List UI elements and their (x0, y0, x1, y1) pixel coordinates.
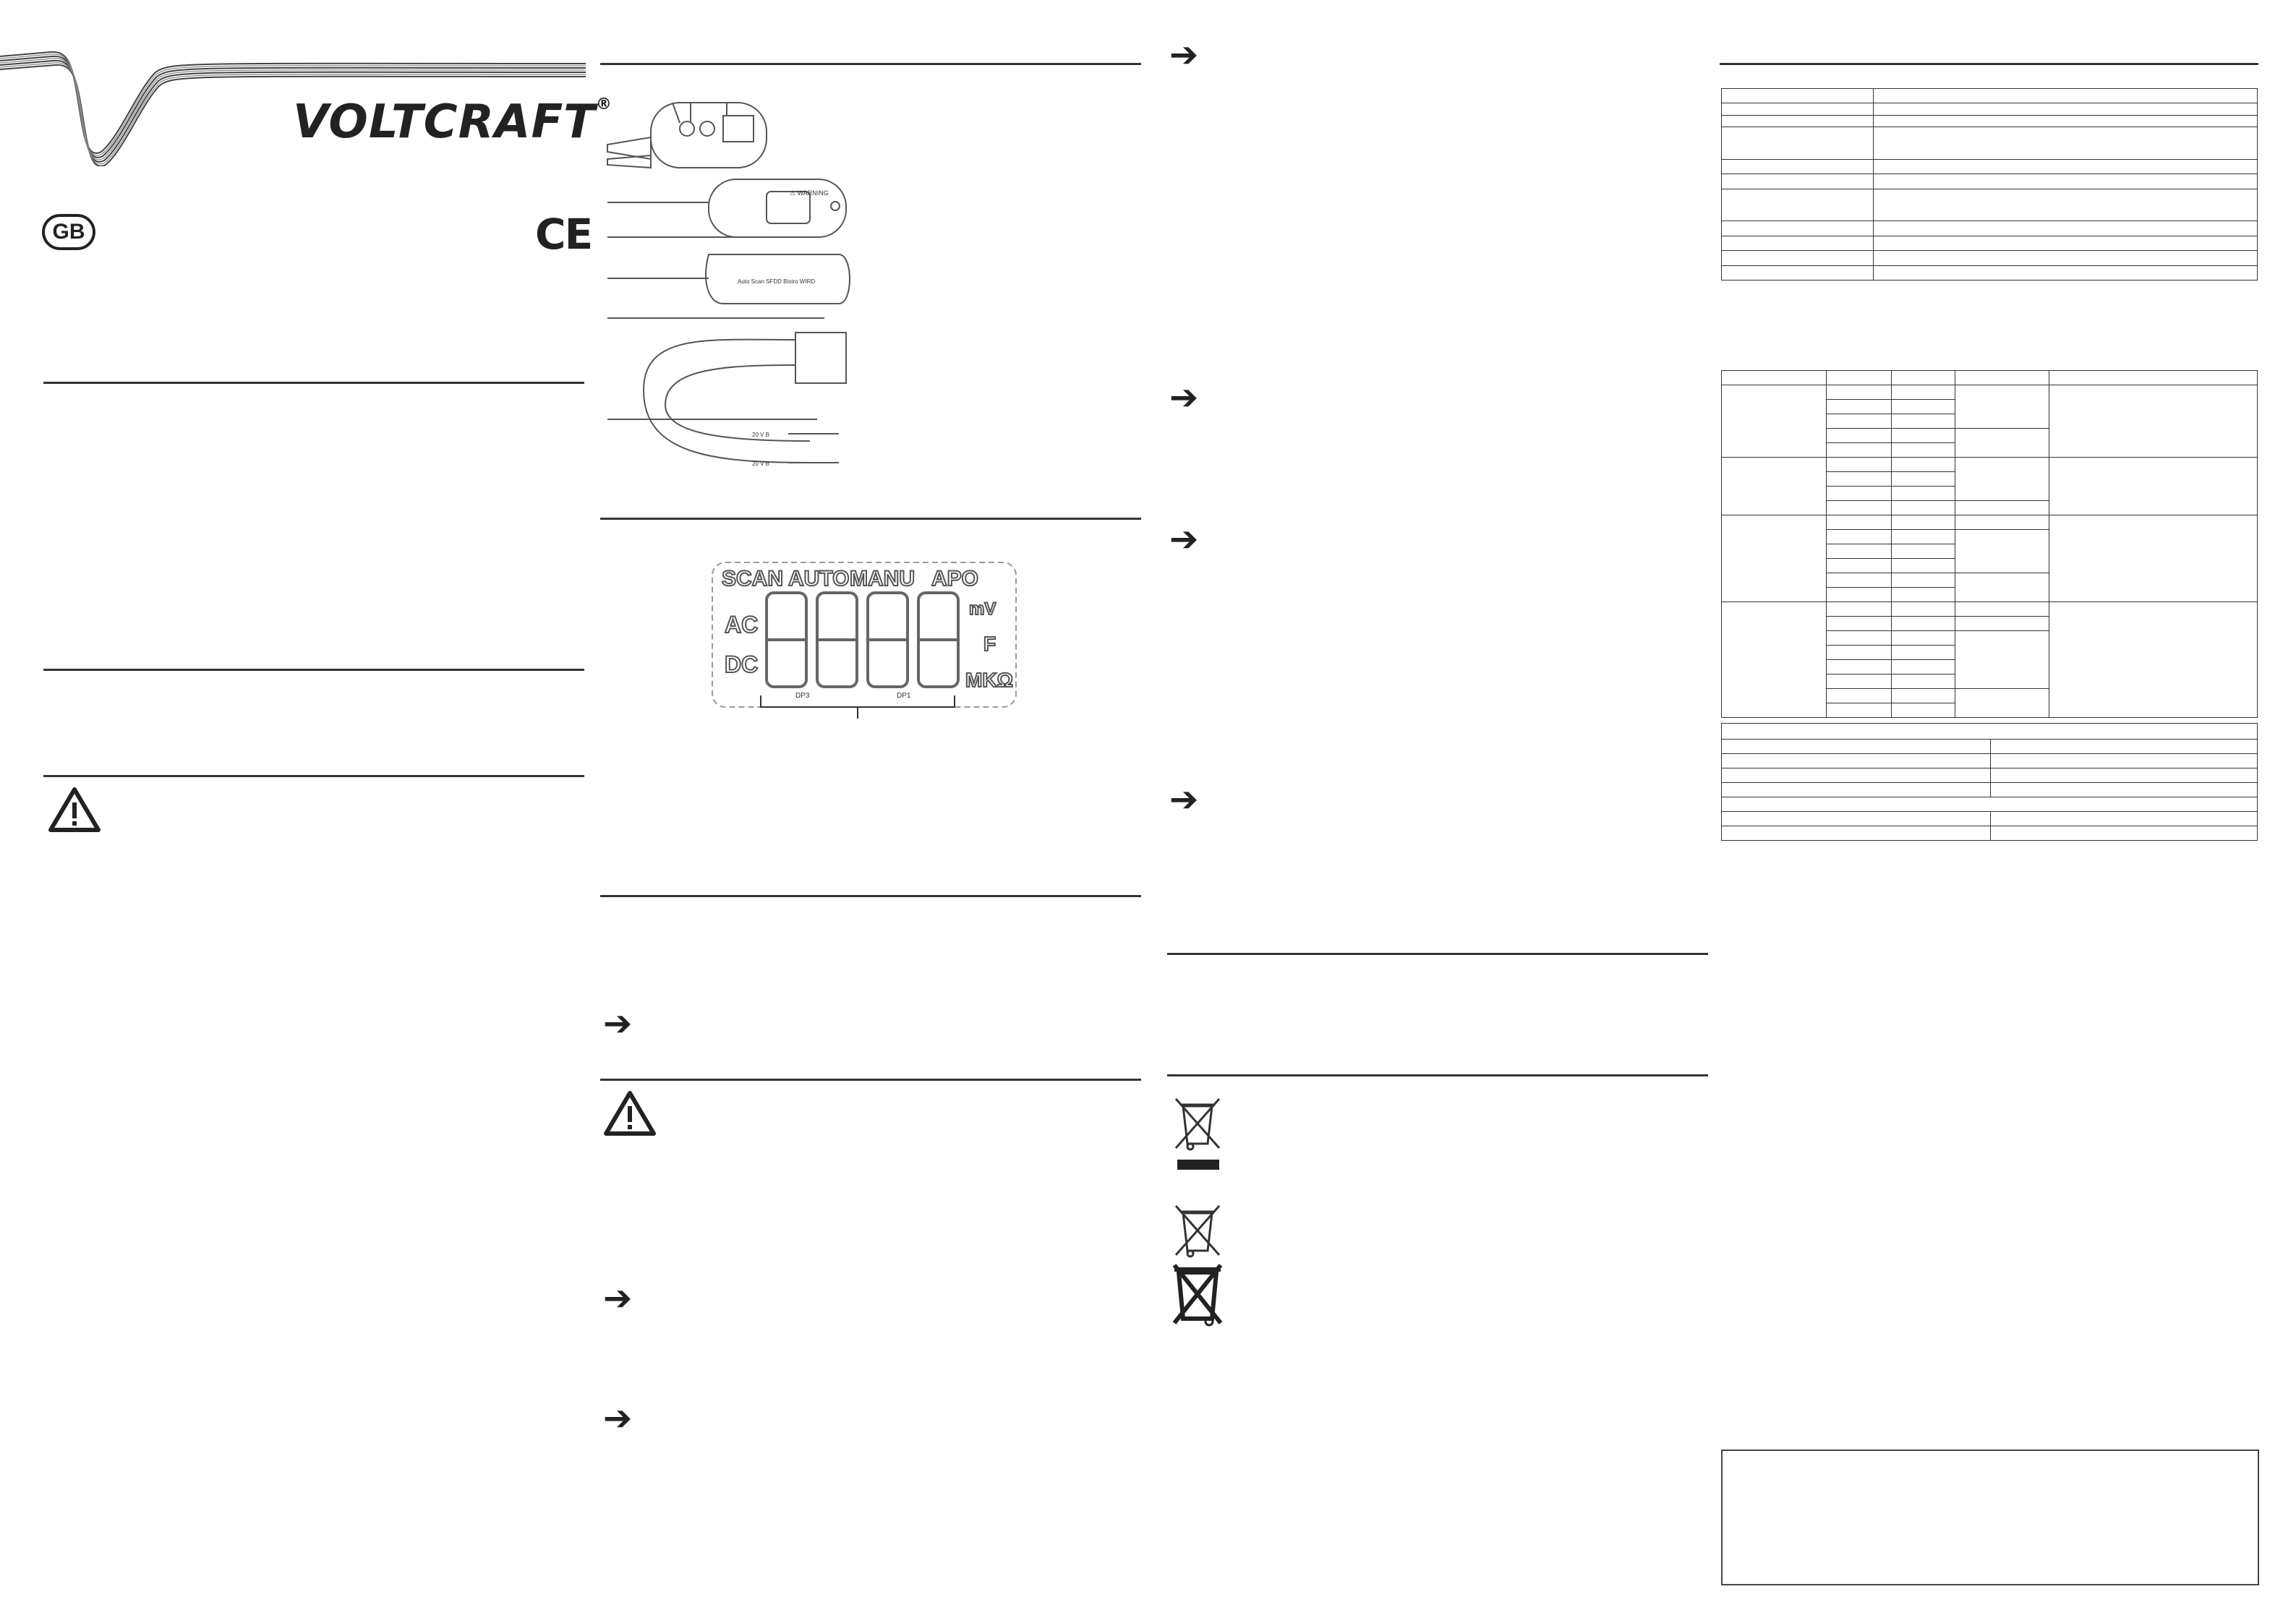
brand-logo (293, 95, 613, 149)
section-rule (43, 382, 584, 384)
specs-table (1721, 88, 2258, 281)
lead-label-1: 20 V B (752, 432, 770, 438)
lead-label-2: 20 V B (752, 461, 770, 467)
imprint-box (1721, 1449, 2259, 1585)
section-rule (43, 669, 584, 671)
arrow-right-icon: ➔ (1169, 519, 1199, 560)
section-rule (1720, 63, 2258, 65)
lcd-scan: SCAN (722, 567, 784, 591)
device-overview-figure (600, 87, 889, 492)
warning-triangle-icon (48, 787, 101, 833)
section-rule (600, 895, 1141, 897)
arrow-right-icon: ➔ (1169, 377, 1199, 418)
lcd-apo: APO (931, 567, 979, 591)
lcd-display-figure (687, 542, 1049, 730)
crossed-bin-icon (1173, 1203, 1222, 1258)
section-rule (1167, 953, 1708, 955)
section-rule (600, 518, 1141, 520)
arrow-right-icon: ➔ (1169, 779, 1199, 820)
lcd-dp3: DP3 (795, 692, 810, 700)
measurement-table (1721, 723, 2258, 841)
device-side-label: Auto Scan SFDD Bistro WIRD (738, 278, 816, 285)
arrow-right-icon: ➔ (603, 1278, 633, 1319)
lcd-auto: AUTO (788, 567, 850, 591)
ce-mark-icon (535, 210, 592, 259)
lcd-ac: AC (725, 612, 759, 638)
registered-mark: ® (595, 95, 613, 114)
lcd-dc: DC (725, 651, 759, 677)
warning-triangle-icon (603, 1090, 657, 1136)
lcd-manu: MANU (850, 567, 915, 591)
arrow-right-icon: ➔ (603, 1003, 633, 1044)
section-rule (600, 1079, 1141, 1081)
lcd-mv: mV (969, 599, 997, 619)
section-rule (1167, 1074, 1708, 1076)
lcd-ohm: MKΩ (965, 669, 1013, 691)
arrow-right-icon: ➔ (1169, 35, 1199, 75)
country-badge (42, 214, 95, 250)
lcd-dp1: DP1 (897, 692, 911, 700)
section-rule (600, 63, 1141, 65)
accuracy-table (1721, 370, 2258, 718)
device-warning-label: ⚠ WARNING (790, 189, 829, 197)
crossed-bin-icon (1170, 1261, 1225, 1327)
section-rule (43, 775, 584, 777)
ce-mark-text: CE (535, 210, 592, 259)
crossed-bin-icon (1173, 1096, 1222, 1177)
country-badge-text: GB (52, 220, 85, 244)
lcd-farad: F (983, 633, 997, 655)
brand-logo-text: VOLTCRAFT (293, 95, 596, 149)
arrow-right-icon: ➔ (603, 1398, 633, 1439)
